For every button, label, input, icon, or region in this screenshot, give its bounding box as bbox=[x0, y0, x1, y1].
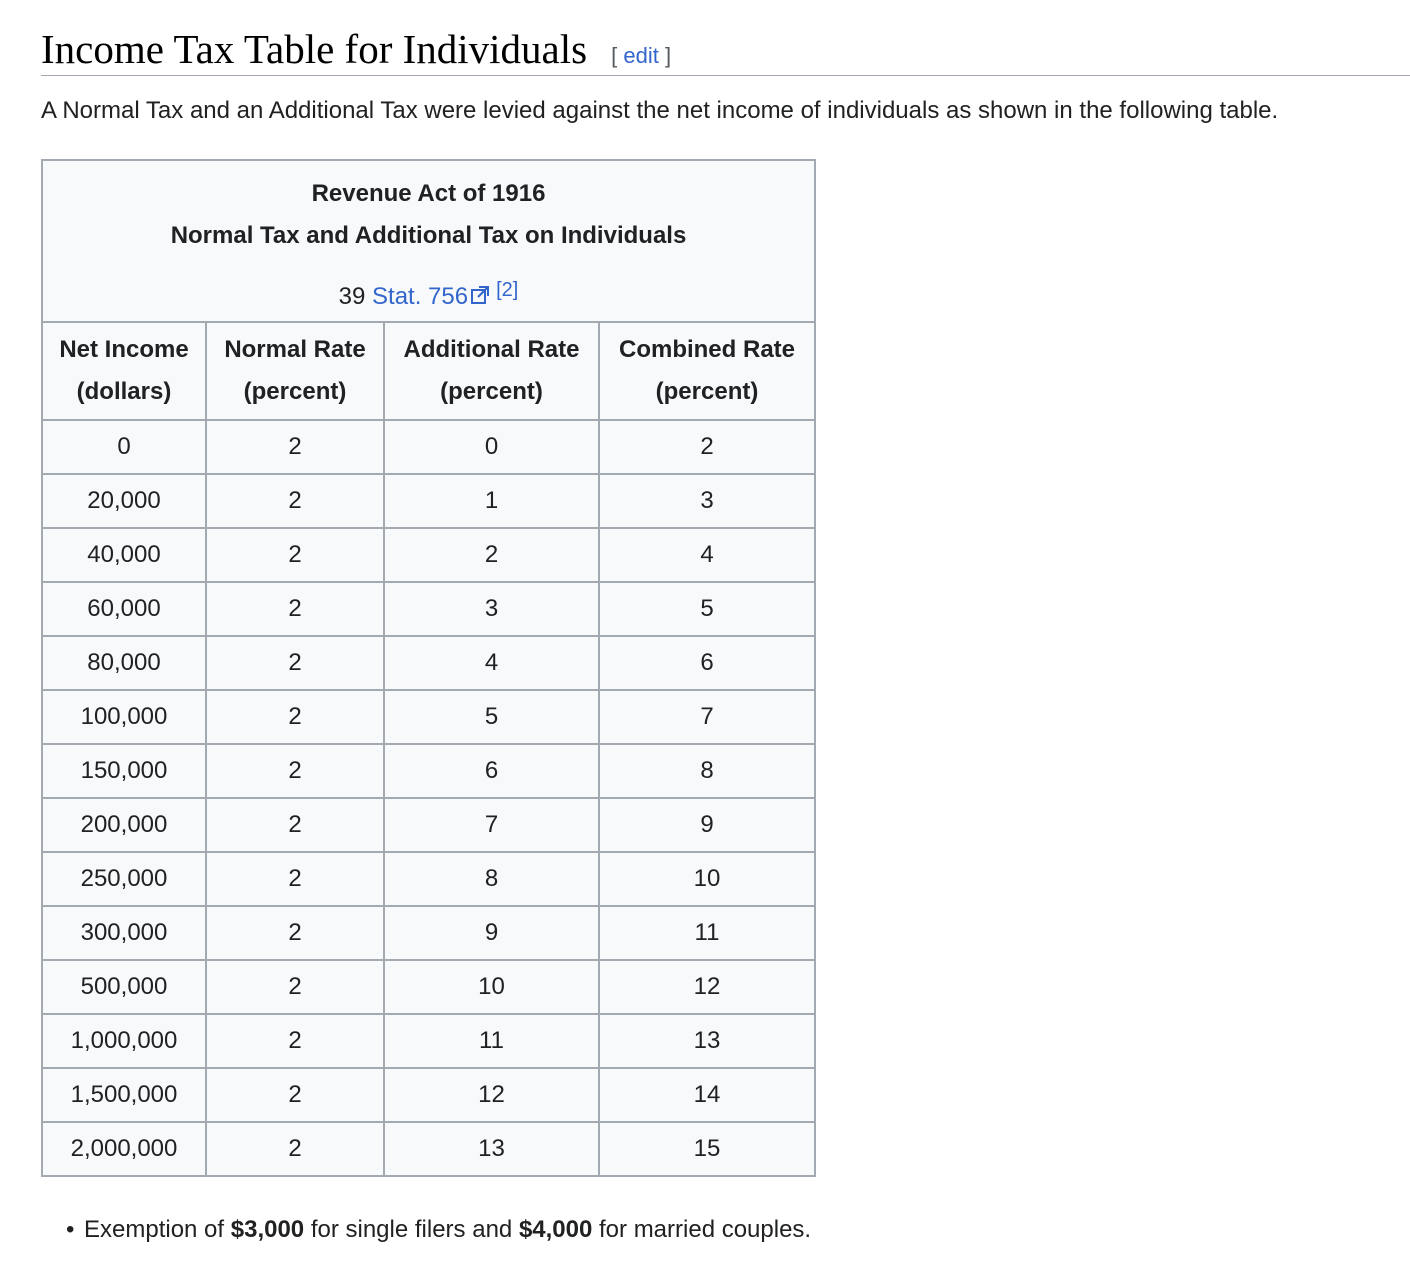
table-row bbox=[42, 906, 815, 960]
table-caption-row bbox=[42, 160, 815, 322]
net-income-cell: 150,000 bbox=[42, 744, 206, 798]
additional-rate-cell: 5 bbox=[384, 690, 599, 744]
net-income-cell: 100,000 bbox=[42, 690, 206, 744]
tax-rate-table bbox=[41, 159, 816, 1177]
header-net-income: Net Income (dollars) bbox=[42, 322, 206, 420]
caption-citation bbox=[43, 269, 814, 318]
table-row bbox=[42, 1068, 815, 1122]
combined-rate-cell: 2 bbox=[599, 420, 815, 474]
table-row bbox=[42, 420, 815, 474]
exemption-note bbox=[66, 1214, 812, 1246]
citation-link[interactable] bbox=[372, 283, 490, 310]
table-caption bbox=[42, 160, 815, 322]
table-row bbox=[42, 744, 815, 798]
normal-rate-cell: 2 bbox=[206, 528, 384, 582]
additional-rate-cell: 4 bbox=[384, 636, 599, 690]
page-title: Income Tax Table for Individuals bbox=[41, 26, 588, 72]
edit-link[interactable]: edit bbox=[623, 43, 659, 68]
table-row bbox=[42, 1122, 815, 1176]
header-combined-rate: Combined Rate (percent) bbox=[599, 322, 815, 420]
combined-rate-cell: 11 bbox=[599, 906, 815, 960]
additional-rate-cell: 7 bbox=[384, 798, 599, 852]
citation-volume: 39 bbox=[338, 283, 366, 310]
note-text-1: Exemption of bbox=[84, 1216, 231, 1243]
reference-link[interactable]: [2] bbox=[496, 279, 519, 301]
combined-rate-cell: 8 bbox=[599, 744, 815, 798]
additional-rate-cell: 8 bbox=[384, 852, 599, 906]
combined-rate-cell: 10 bbox=[599, 852, 815, 906]
table-row bbox=[42, 582, 815, 636]
normal-rate-cell: 2 bbox=[206, 960, 384, 1014]
table-row bbox=[42, 528, 815, 582]
table-body bbox=[42, 420, 815, 1176]
table-row bbox=[42, 636, 815, 690]
additional-rate-cell: 6 bbox=[384, 744, 599, 798]
external-link-icon bbox=[470, 285, 490, 305]
net-income-cell: 1,000,000 bbox=[42, 1014, 206, 1068]
additional-rate-cell: 10 bbox=[384, 960, 599, 1014]
net-income-cell: 40,000 bbox=[42, 528, 206, 582]
combined-rate-cell: 4 bbox=[599, 528, 815, 582]
table-row bbox=[42, 798, 815, 852]
normal-rate-cell: 2 bbox=[206, 1068, 384, 1122]
net-income-cell: 60,000 bbox=[42, 582, 206, 636]
combined-rate-cell: 3 bbox=[599, 474, 815, 528]
normal-rate-cell: 2 bbox=[206, 1122, 384, 1176]
combined-rate-cell: 12 bbox=[599, 960, 815, 1014]
additional-rate-cell: 9 bbox=[384, 906, 599, 960]
married-exemption-amount: $4,000 bbox=[518, 1216, 593, 1243]
normal-rate-cell: 2 bbox=[206, 420, 384, 474]
normal-rate-cell: 2 bbox=[206, 852, 384, 906]
table-row bbox=[42, 690, 815, 744]
combined-rate-cell: 5 bbox=[599, 582, 815, 636]
table-row bbox=[42, 474, 815, 528]
combined-rate-cell: 6 bbox=[599, 636, 815, 690]
additional-rate-cell: 1 bbox=[384, 474, 599, 528]
combined-rate-cell: 15 bbox=[599, 1122, 815, 1176]
net-income-cell: 300,000 bbox=[42, 906, 206, 960]
normal-rate-cell: 2 bbox=[206, 798, 384, 852]
normal-rate-cell: 2 bbox=[206, 582, 384, 636]
net-income-cell: 1,500,000 bbox=[42, 1068, 206, 1122]
table-row bbox=[42, 1014, 815, 1068]
edit-bracket-open: [ bbox=[611, 43, 618, 68]
table-row bbox=[42, 960, 815, 1014]
net-income-cell: 200,000 bbox=[42, 798, 206, 852]
citation-link-text: Stat. 756 bbox=[372, 283, 469, 310]
table-row bbox=[42, 852, 815, 906]
header-normal-rate: Normal Rate (percent) bbox=[206, 322, 384, 420]
note-text-3: for married couples. bbox=[592, 1216, 812, 1243]
combined-rate-cell: 14 bbox=[599, 1068, 815, 1122]
combined-rate-cell: 9 bbox=[599, 798, 815, 852]
edit-bracket-close: ] bbox=[664, 43, 672, 68]
additional-rate-cell: 0 bbox=[384, 420, 599, 474]
additional-rate-cell: 3 bbox=[384, 582, 599, 636]
net-income-cell: 0 bbox=[42, 420, 206, 474]
section-heading bbox=[41, 24, 1410, 76]
edit-section bbox=[611, 43, 671, 68]
combined-rate-cell: 13 bbox=[599, 1014, 815, 1068]
table-header-row bbox=[42, 322, 815, 420]
normal-rate-cell: 2 bbox=[206, 474, 384, 528]
net-income-cell: 20,000 bbox=[42, 474, 206, 528]
additional-rate-cell: 11 bbox=[384, 1014, 599, 1068]
bullet-icon: • bbox=[66, 1216, 75, 1243]
normal-rate-cell: 2 bbox=[206, 1014, 384, 1068]
net-income-cell: 250,000 bbox=[42, 852, 206, 906]
net-income-cell: 80,000 bbox=[42, 636, 206, 690]
note-text-2: for single filers and bbox=[304, 1216, 519, 1243]
normal-rate-cell: 2 bbox=[206, 690, 384, 744]
intro-paragraph: A Normal Tax and an Additional Tax were levied against the net income of individuals as shown in the following table. bbox=[41, 97, 1279, 124]
net-income-cell: 2,000,000 bbox=[42, 1122, 206, 1176]
combined-rate-cell: 7 bbox=[599, 690, 815, 744]
additional-rate-cell: 2 bbox=[384, 528, 599, 582]
normal-rate-cell: 2 bbox=[206, 636, 384, 690]
caption-title: Revenue Act of 1916 bbox=[311, 180, 546, 207]
additional-rate-cell: 12 bbox=[384, 1068, 599, 1122]
caption-subtitle: Normal Tax and Additional Tax on Individuals bbox=[170, 222, 687, 249]
additional-rate-cell: 13 bbox=[384, 1122, 599, 1176]
header-additional-rate: Additional Rate (percent) bbox=[384, 322, 599, 420]
normal-rate-cell: 2 bbox=[206, 744, 384, 798]
single-exemption-amount: $3,000 bbox=[230, 1216, 305, 1243]
net-income-cell: 500,000 bbox=[42, 960, 206, 1014]
normal-rate-cell: 2 bbox=[206, 906, 384, 960]
